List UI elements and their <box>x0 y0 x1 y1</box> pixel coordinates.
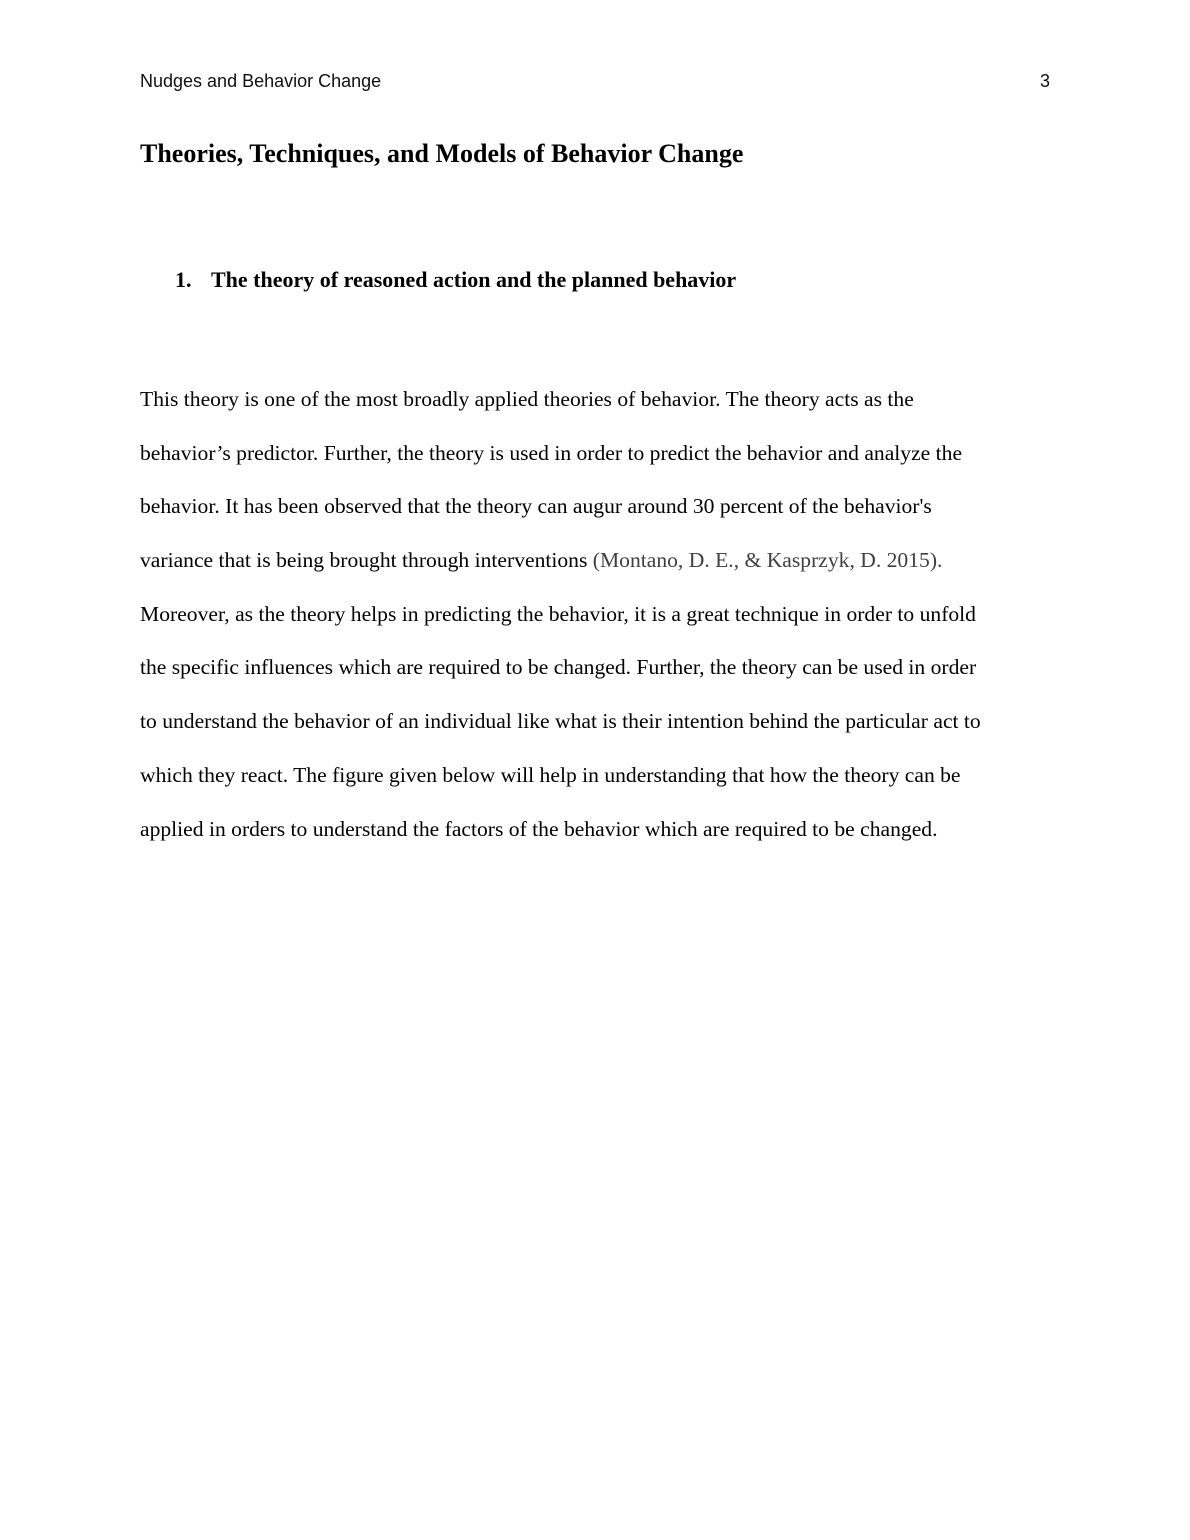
paragraph-line-text: variance that is being brought through interventions <box>140 548 593 573</box>
paragraph-line <box>140 543 1060 597</box>
paragraph-line: behavior. It has been observed that the theory can augur around 30 percent of the behavior's <box>140 494 932 519</box>
section-number: 1. <box>175 267 192 292</box>
paragraph-line: behavior’s predictor. Further, the theory is used in order to predict the behavior and analyze the <box>140 440 963 465</box>
running-header-title: Nudges and Behavior Change <box>140 71 382 91</box>
paragraph-line: the specific influences which are required to be changed. Further, the theory can be used in order <box>140 655 977 680</box>
page-number: 3 <box>1039 71 1050 91</box>
body-paragraph <box>140 382 1060 865</box>
section-heading <box>175 267 736 293</box>
section-heading-text: The theory of reasoned action and the planned behavior <box>211 267 737 292</box>
paragraph-line: to understand the behavior of an individual like what is their intention behind the particular act to <box>140 709 981 734</box>
paragraph-line: which they react. The figure given below will help in understanding that how the theory can be <box>140 762 961 787</box>
paragraph-line: Moreover, as the theory helps in predicting the behavior, it is a great technique in order to unfold <box>140 601 976 626</box>
paragraph-line: applied in orders to understand the factors of the behavior which are required to be changed. <box>140 816 938 841</box>
citation: (Montano, D. E., & Kasprzyk, D. 2015). <box>592 548 943 573</box>
paragraph-line: This theory is one of the most broadly applied theories of behavior. The theory acts as the <box>140 387 914 411</box>
page-title: Theories, Techniques, and Models of Behavior Change <box>140 139 744 168</box>
